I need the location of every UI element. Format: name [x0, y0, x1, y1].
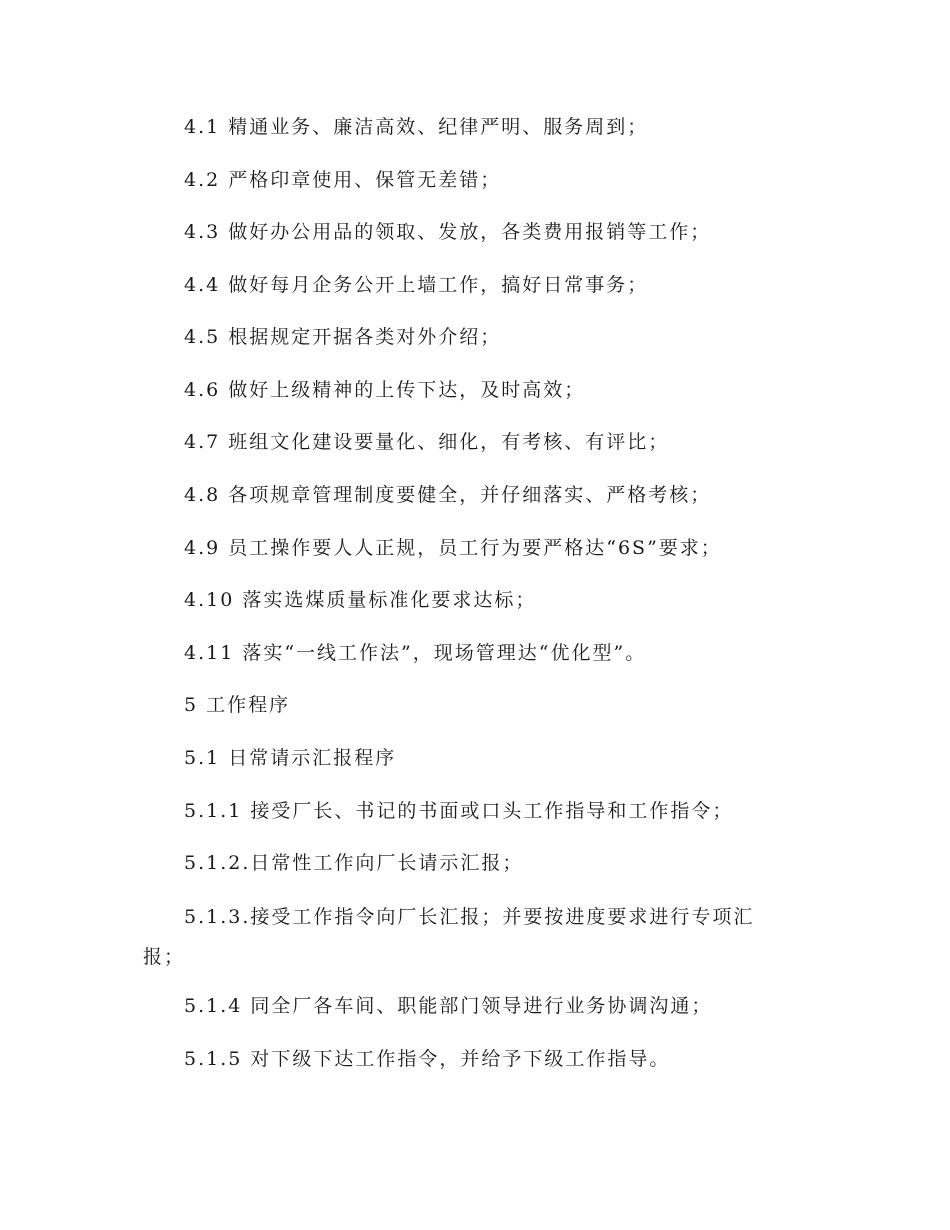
paragraph-5-1-3: 5.1.3.接受工作指令向厂长汇报；并要按进度要求进行专项汇报；: [143, 906, 755, 968]
paragraph-4-3: 4.3 做好办公用品的领取、发放，各类费用报销等工作；: [184, 221, 712, 243]
paragraph-4-8: 4.8 各项规章管理制度要健全，并仔细落实、严格考核；: [184, 484, 712, 506]
subsection-heading-5-1: 5.1 日常请示汇报程序: [184, 747, 397, 769]
paragraph-4-10: 4.10 落实选煤质量标准化要求达标；: [184, 589, 537, 611]
paragraph-5-1-1: 5.1.1 接受厂长、书记的书面或口头工作指导和工作指令；: [184, 800, 734, 822]
paragraph-5-1-2: 5.1.2.日常性工作向厂长请示汇报；: [184, 852, 524, 874]
paragraph-5-1-4: 5.1.4 同全厂各车间、职能部门领导进行业务协调沟通；: [184, 995, 713, 1017]
paragraph-4-4: 4.4 做好每月企务公开上墙工作，搞好日常事务；: [184, 274, 649, 296]
paragraph-4-7: 4.7 班组文化建设要量化、细化，有考核、有评比；: [184, 431, 670, 453]
section-heading-5: 5 工作程序: [184, 694, 291, 716]
paragraph-4-9: 4.9 员工操作要人人正规，员工行为要严格达“6S”要求；: [184, 537, 722, 559]
paragraph-4-5: 4.5 根据规定开据各类对外介绍；: [184, 326, 502, 348]
paragraph-4-1: 4.1 精通业务、廉洁高效、纪律严明、服务周到；: [184, 116, 649, 138]
paragraph-4-2: 4.2 严格印章使用、保管无差错；: [184, 169, 502, 191]
paragraph-4-6: 4.6 做好上级精神的上传下达，及时高效；: [184, 379, 586, 401]
paragraph-5-1-5: 5.1.5 对下级下达工作指令，并给予下级工作指导。: [184, 1048, 671, 1070]
paragraph-4-11: 4.11 落实“一线工作法”，现场管理达“优化型”。: [184, 642, 647, 664]
